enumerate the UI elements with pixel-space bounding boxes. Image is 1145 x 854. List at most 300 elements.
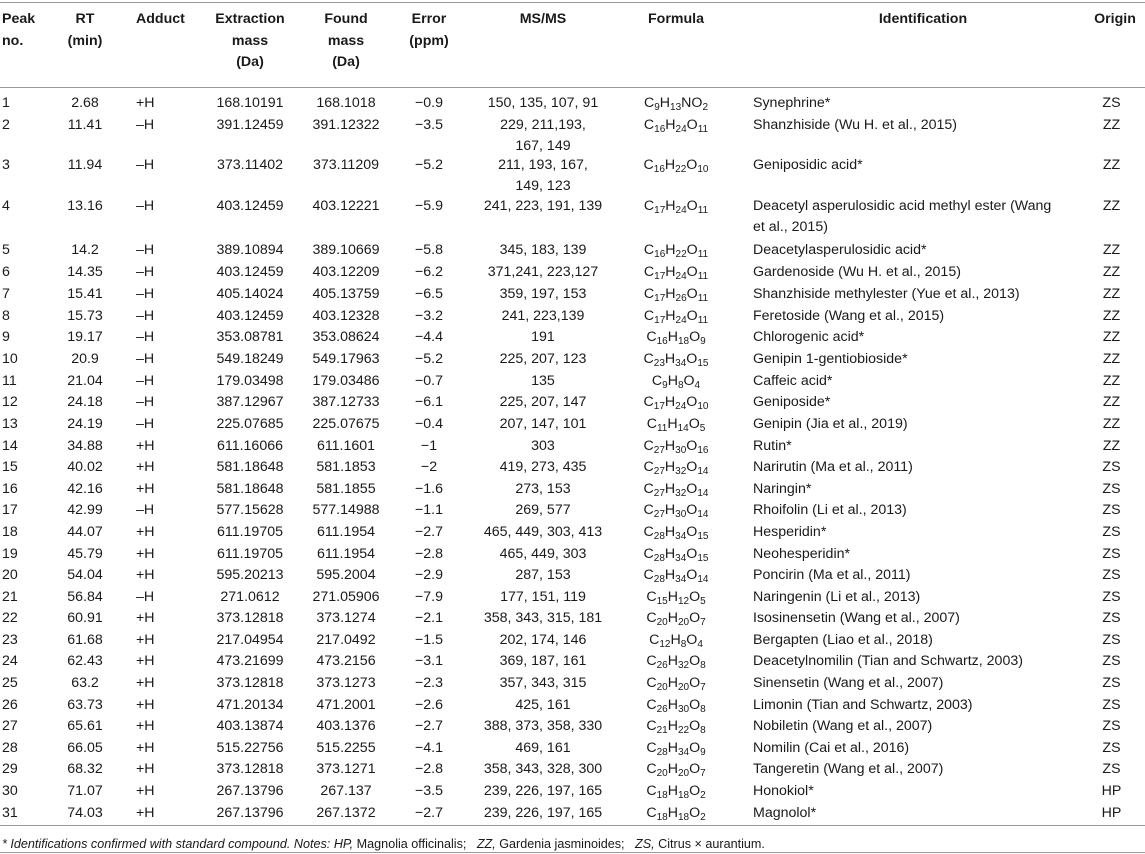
adduct-cell: –H (136, 157, 155, 173)
origin-cell: ZS (1102, 718, 1121, 734)
formula-subscript: 11 (697, 315, 709, 326)
identification-cell (753, 479, 1093, 500)
identification-line: Geniposidic acid* (753, 157, 863, 173)
rt-cell: 21.04 (67, 373, 103, 389)
formula-element: O (686, 438, 698, 454)
identification-cell (753, 327, 1093, 348)
extraction-mass-cell: 405.14024 (216, 286, 284, 302)
formula-subscript: 7 (700, 682, 706, 693)
identification-line: Deacetylnomilin (Tian and Schwartz, 2003) (753, 653, 1023, 669)
peak-no-cell: 24 (2, 653, 18, 669)
formula-cell (616, 716, 736, 737)
peak-no-cell: 12 (2, 394, 18, 410)
found-mass-cell: 403.12209 (312, 264, 380, 280)
formula-subscript: 12 (677, 596, 690, 607)
formula-element: O (686, 546, 698, 562)
formula-element: C (646, 740, 657, 756)
rt-cell: 14.35 (67, 264, 103, 280)
header-text: Formula (648, 11, 704, 27)
origin-cell: ZZ (1102, 157, 1121, 173)
ms-ms-line: 371,241, 223,127 (487, 264, 599, 280)
formula-subscript: 12 (659, 639, 671, 650)
rt-cell: 20.9 (71, 351, 99, 367)
found-mass-cell: 595.2004 (316, 567, 376, 583)
identification-line: Feretoside (Wang et al., 2015) (753, 308, 945, 324)
origin-cell: ZZ (1102, 286, 1121, 302)
formula-element: C (643, 438, 654, 454)
header-peak-no (2, 9, 52, 52)
header-text: Peak (2, 11, 36, 27)
formula-subscript: 24 (675, 401, 687, 412)
formula-subscript: 10 (697, 164, 709, 175)
adduct-cell: –H (136, 502, 155, 518)
ms-ms-cell (470, 436, 616, 457)
adduct-cell: +H (136, 546, 155, 562)
ms-ms-line: 465, 449, 303 (499, 546, 587, 562)
extraction-mass-cell: 391.12459 (216, 117, 284, 133)
identification-cell (753, 651, 1093, 672)
formula-subscript: 7 (700, 617, 706, 628)
origin-cell: ZS (1102, 546, 1121, 562)
identification-line: Neohesperidin* (753, 546, 851, 562)
identification-line: Deacetyl asperulosidic acid methyl ester (Wang (753, 198, 1052, 214)
rt-cell: 63.2 (71, 675, 99, 691)
formula-element: O (689, 610, 701, 626)
peak-no-cell: 20 (2, 567, 18, 583)
ms-ms-line: 177, 151, 119 (500, 589, 586, 605)
extraction-mass-cell: 595.20213 (216, 567, 284, 583)
identification-line: Gardenoside (Wu H. et al., 2015) (753, 264, 961, 280)
formula-subscript: 18 (677, 336, 690, 347)
formula-subscript: 28 (656, 747, 668, 758)
formula-subscript: 27 (653, 509, 665, 520)
formula-element: C (643, 264, 655, 280)
extraction-mass-cell: 387.12967 (216, 394, 284, 410)
formula-element: C (643, 481, 654, 497)
formula-subscript: 32 (677, 660, 690, 671)
rt-cell: 42.99 (67, 502, 103, 518)
peak-no-cell: 17 (2, 502, 18, 518)
identification-cell (753, 587, 1093, 608)
formula-element: H (667, 697, 678, 713)
ms-ms-line: 419, 273, 435 (499, 459, 587, 475)
ms-ms-line: 135 (531, 373, 555, 389)
formula-subscript: 18 (677, 790, 690, 801)
formula-cell (616, 115, 736, 136)
formula-cell (616, 93, 736, 114)
error-ppm-cell: −5.2 (414, 157, 443, 173)
header-text: Identification (878, 11, 968, 27)
formula-subscript: 17 (654, 205, 666, 216)
ms-ms-cell (470, 284, 616, 305)
formula-subscript: 20 (677, 617, 690, 628)
formula-subscript: 27 (653, 466, 665, 477)
adduct-cell: +H (136, 805, 155, 821)
formula-subscript: 9 (654, 102, 660, 113)
error-ppm-cell: −0.9 (414, 95, 443, 111)
adduct-cell: –H (136, 264, 155, 280)
ms-ms-cell (470, 651, 616, 672)
extraction-mass-cell: 373.11402 (216, 157, 283, 173)
formula-subscript: 8 (700, 704, 706, 715)
formula-element: O (686, 117, 698, 133)
formula-cell (616, 349, 736, 370)
adduct-cell: +H (136, 524, 155, 540)
formula-subscript: 24 (675, 205, 687, 216)
formula-element: C (646, 675, 657, 691)
ms-ms-cell (470, 262, 616, 283)
error-ppm-cell: −2.7 (414, 718, 443, 734)
ms-ms-cell (470, 306, 616, 327)
formula-element: O (686, 308, 698, 324)
formula-element: C (643, 157, 654, 173)
extraction-mass-cell: 577.15628 (216, 502, 284, 518)
identification-line: Geniposide* (753, 394, 831, 410)
formula-element: O (686, 502, 698, 518)
error-ppm-cell: −2.1 (414, 610, 443, 626)
header-text: Found (324, 11, 368, 27)
origin-cell: ZS (1102, 95, 1121, 111)
header-identification (753, 9, 1093, 31)
origin-cell: ZS (1102, 675, 1121, 691)
error-ppm-cell: −5.8 (414, 242, 443, 258)
formula-subscript: 5 (700, 596, 706, 607)
header-error-ppm (396, 9, 462, 52)
formula-subscript: 11 (697, 271, 709, 282)
found-mass-cell: 179.03486 (312, 373, 380, 389)
adduct-cell: +H (136, 95, 155, 111)
identification-cell (753, 93, 1093, 114)
formula-subscript: 32 (675, 488, 687, 499)
rt-cell: 65.61 (67, 718, 103, 734)
found-mass-cell: 611.1954 (316, 546, 376, 562)
header-ms-ms (470, 9, 616, 31)
bottom-rule (0, 825, 1145, 826)
formula-cell (616, 479, 736, 500)
formula-subscript: 15 (697, 531, 709, 542)
identification-line: Naringenin (Li et al., 2013) (753, 589, 921, 605)
formula-subscript: 2 (700, 812, 706, 823)
formula-subscript: 11 (697, 249, 709, 260)
ms-ms-cell (470, 349, 616, 370)
found-mass-cell: 403.12328 (312, 308, 380, 324)
header-text: no. (2, 32, 24, 49)
ms-ms-cell (470, 371, 616, 392)
footnote-segment: * Identifications confirmed with standard compound. Notes: (2, 837, 334, 851)
ms-ms-cell (470, 392, 616, 413)
found-mass-cell: 581.1855 (316, 481, 376, 497)
ms-ms-cell (470, 479, 616, 500)
extraction-mass-cell: 403.12459 (216, 308, 284, 324)
found-mass-cell: 403.12221 (312, 198, 380, 214)
found-mass-cell: 271.05906 (312, 589, 380, 605)
identification-cell (753, 630, 1093, 651)
adduct-cell: –H (136, 329, 155, 345)
formula-subscript: 22 (675, 164, 687, 175)
identification-cell (753, 738, 1093, 759)
extraction-mass-cell: 373.12818 (216, 610, 284, 626)
rt-cell: 11.41 (67, 117, 103, 133)
ms-ms-line: 229, 211,193, (500, 117, 586, 133)
formula-element: O (683, 373, 695, 389)
formula-cell (616, 587, 736, 608)
found-mass-cell: 373.1274 (316, 610, 376, 626)
formula-element: C (646, 589, 657, 605)
ms-ms-cell (470, 457, 616, 478)
found-mass-cell: 405.13759 (312, 286, 380, 302)
formula-subscript: 28 (653, 553, 665, 564)
formula-subscript: 20 (656, 682, 668, 693)
formula-element: C (643, 242, 655, 258)
identification-line: Shanzhiside (Wu H. et al., 2015) (753, 117, 957, 133)
formula-subscript: 34 (675, 553, 687, 564)
found-mass-cell: 168.1018 (316, 95, 376, 111)
origin-cell: ZZ (1102, 242, 1121, 258)
formula-subscript: 20 (677, 682, 690, 693)
rt-cell: 63.73 (67, 697, 103, 713)
formula-element: H (664, 157, 676, 173)
identification-line: Genipin 1-gentiobioside* (753, 351, 908, 367)
error-ppm-cell: −2.7 (414, 524, 443, 540)
adduct-cell: –H (136, 589, 155, 605)
formula-element: H (664, 394, 676, 410)
formula-cell (616, 781, 736, 802)
header-formula (616, 9, 736, 31)
rt-cell: 71.07 (67, 783, 103, 799)
formula-element: NO (681, 95, 703, 111)
footnote-segment: Gardenia jasminoides; (495, 837, 625, 851)
identification-line: Rhoifolin (Li et al., 2013) (753, 502, 907, 518)
formula-subscript: 30 (675, 445, 687, 456)
ms-ms-cell (470, 565, 616, 586)
origin-cell: ZZ (1102, 117, 1121, 133)
formula-cell (616, 803, 736, 824)
formula-element: C (643, 546, 654, 562)
formula-subscript: 28 (653, 531, 665, 542)
footnote-segment: ZZ, (466, 837, 496, 851)
formula-element: H (667, 416, 678, 432)
formula-subscript: 18 (656, 790, 668, 801)
origin-cell: ZS (1102, 740, 1121, 756)
error-ppm-cell: −2.9 (414, 567, 443, 583)
identification-line: et al., 2015) (753, 219, 828, 235)
error-ppm-cell: −4.1 (414, 740, 443, 756)
found-mass-cell: 225.07675 (312, 416, 380, 432)
formula-element: H (667, 783, 678, 799)
adduct-cell: +H (136, 438, 155, 454)
rt-cell: 42.16 (67, 481, 103, 497)
error-ppm-cell: −3.1 (414, 653, 443, 669)
error-ppm-cell: −3.5 (414, 783, 443, 799)
found-mass-cell: 353.08624 (312, 329, 380, 345)
ms-ms-line: 465, 449, 303, 413 (483, 524, 603, 540)
extraction-mass-cell: 473.21699 (216, 653, 284, 669)
table-footnote (2, 837, 765, 851)
formula-element: C (646, 653, 657, 669)
found-mass-cell: 611.1954 (316, 524, 376, 540)
formula-element: C (646, 416, 657, 432)
peak-no-cell: 28 (2, 740, 18, 756)
extraction-mass-cell: 267.13796 (216, 783, 284, 799)
adduct-cell: +H (136, 459, 155, 475)
identification-cell (753, 284, 1093, 305)
rt-cell: 15.73 (67, 308, 103, 324)
formula-subscript: 11 (697, 205, 709, 216)
rt-cell: 56.84 (67, 589, 103, 605)
found-mass-cell: 267.1372 (316, 805, 376, 821)
extraction-mass-cell: 611.16066 (216, 438, 283, 454)
error-ppm-cell: −5.9 (414, 198, 443, 214)
rt-cell: 74.03 (67, 805, 103, 821)
identification-cell (753, 500, 1093, 521)
formula-element: O (686, 242, 698, 258)
identification-cell (753, 695, 1093, 716)
formula-element: O (689, 589, 701, 605)
identification-line: Hesperidin* (753, 524, 827, 540)
identification-line: Chlorogenic acid* (753, 329, 865, 345)
identification-line: Tangeretin (Wang et al., 2007) (753, 761, 944, 777)
peak-no-cell: 21 (2, 589, 18, 605)
identification-line: Caffeic acid* (753, 373, 833, 389)
formula-cell (616, 608, 736, 629)
error-ppm-cell: −2 (420, 459, 438, 475)
identification-cell (753, 414, 1093, 435)
peak-no-cell: 26 (2, 697, 18, 713)
rt-cell: 62.43 (67, 653, 103, 669)
formula-element: H (667, 805, 678, 821)
formula-element: C (643, 567, 654, 583)
formula-element: H (664, 502, 676, 518)
adduct-cell: +H (136, 632, 155, 648)
adduct-cell: +H (136, 610, 155, 626)
footnote-segment: Citrus × aurantium. (654, 837, 765, 851)
adduct-cell: –H (136, 394, 155, 410)
rt-cell: 19.17 (67, 329, 103, 345)
formula-element: C (643, 524, 654, 540)
header-adduct (136, 9, 196, 31)
formula-subscript: 11 (656, 423, 668, 434)
formula-element: C (651, 373, 663, 389)
adduct-cell: +H (136, 567, 155, 583)
formula-subscript: 26 (656, 660, 668, 671)
ms-ms-line: 149, 123 (515, 178, 571, 194)
rt-cell: 34.88 (67, 438, 103, 454)
formula-element: C (646, 610, 657, 626)
extraction-mass-cell: 611.19705 (216, 524, 283, 540)
peak-no-cell: 16 (2, 481, 18, 497)
identification-line: Deacetylasperulosidic acid* (753, 242, 927, 258)
formula-element: C (646, 761, 657, 777)
origin-cell: HP (1101, 805, 1122, 821)
formula-cell (616, 695, 736, 716)
identification-line: Honokiol* (753, 783, 814, 799)
peak-no-cell: 1 (2, 95, 10, 111)
rt-cell: 24.18 (67, 394, 103, 410)
adduct-cell: –H (136, 242, 155, 258)
ms-ms-line: 345, 183, 139 (499, 242, 587, 258)
identification-line: Isosinensetin (Wang et al., 2007) (753, 610, 960, 626)
formula-element: H (667, 653, 678, 669)
ms-ms-cell (470, 93, 616, 114)
identification-line: Naringin* (753, 481, 812, 497)
extraction-mass-cell: 373.12818 (216, 675, 284, 691)
ms-ms-cell (470, 759, 616, 780)
origin-cell: ZZ (1102, 264, 1121, 280)
formula-subscript: 15 (697, 553, 709, 564)
formula-element: H (665, 264, 676, 280)
formula-element: C (643, 394, 654, 410)
formula-subscript: 14 (677, 423, 689, 434)
found-mass-cell: 611.1601 (316, 438, 376, 454)
formula-element: H (664, 546, 676, 562)
formula-subscript: 8 (680, 639, 687, 650)
formula-subscript: 24 (675, 315, 687, 326)
identification-cell (753, 306, 1093, 327)
formula-subscript: 20 (656, 768, 668, 779)
header-text: Origin (1094, 11, 1136, 27)
adduct-cell: –H (136, 117, 155, 133)
extraction-mass-cell: 267.13796 (216, 805, 284, 821)
peak-no-cell: 25 (2, 675, 18, 691)
found-mass-cell: 577.14988 (312, 502, 380, 518)
extraction-mass-cell: 271.0612 (220, 589, 280, 605)
adduct-cell: +H (136, 740, 155, 756)
ms-ms-line: 359, 197, 153 (499, 286, 587, 302)
peak-no-cell: 18 (2, 524, 18, 540)
error-ppm-cell: −5.2 (414, 351, 443, 367)
adduct-cell: +H (136, 653, 155, 669)
ms-ms-line: 202, 174, 146 (499, 632, 587, 648)
error-ppm-cell: −2.8 (414, 761, 443, 777)
formula-element: C (643, 351, 654, 367)
ms-ms-line: 239, 226, 197, 165 (483, 805, 603, 821)
formula-element: H (667, 373, 678, 389)
peak-no-cell: 23 (2, 632, 18, 648)
formula-element: O (686, 632, 698, 648)
formula-subscript: 14 (697, 466, 709, 477)
origin-cell: ZS (1102, 481, 1121, 497)
ms-ms-line: 167, 149 (515, 138, 571, 154)
origin-cell: ZS (1102, 589, 1121, 605)
peak-no-cell: 27 (2, 718, 18, 734)
formula-subscript: 34 (675, 574, 687, 585)
found-mass-cell: 267.137 (320, 783, 372, 799)
error-ppm-cell: −3.2 (414, 308, 443, 324)
error-ppm-cell: −3.5 (414, 117, 443, 133)
ms-ms-line: 469, 161 (515, 740, 571, 756)
extraction-mass-cell: 515.22756 (216, 740, 284, 756)
identification-cell (753, 608, 1093, 629)
formula-subscript: 9 (700, 336, 706, 347)
ms-ms-line: 207, 147, 101 (499, 416, 587, 432)
extraction-mass-cell: 611.19705 (216, 546, 283, 562)
formula-element: O (686, 394, 698, 410)
error-ppm-cell: −6.5 (414, 286, 443, 302)
found-mass-cell: 391.12322 (312, 117, 380, 133)
formula-cell (616, 565, 736, 586)
header-text: mass (327, 32, 365, 49)
peak-no-cell: 8 (2, 308, 10, 324)
formula-element: C (643, 198, 655, 214)
header-text: Extraction (215, 11, 285, 27)
footnote-segment: ZS, (624, 837, 655, 851)
formula-element: C (643, 286, 655, 302)
formula-element: C (643, 117, 655, 133)
identification-cell (753, 673, 1093, 694)
peak-no-cell: 11 (2, 373, 17, 389)
identification-cell (753, 716, 1093, 737)
found-mass-cell: 549.17963 (312, 351, 380, 367)
